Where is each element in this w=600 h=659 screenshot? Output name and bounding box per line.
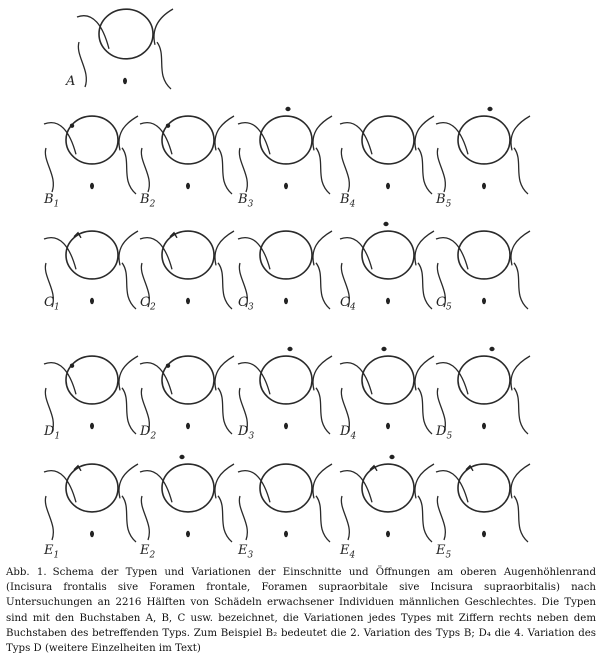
right-lateral-line bbox=[418, 496, 432, 542]
left-lateral-line bbox=[141, 496, 149, 540]
left-brow-line bbox=[140, 238, 172, 270]
label-D1: $D_1$ bbox=[44, 424, 61, 442]
supraorbital-foramen-mark bbox=[489, 347, 494, 351]
label-C5: $C_5$ bbox=[436, 295, 452, 313]
supraorbital-foramen-mark bbox=[381, 347, 386, 351]
infraorbital-foramen-mark bbox=[186, 183, 190, 189]
left-lateral-line bbox=[45, 496, 53, 540]
frontal-notch-mark bbox=[70, 124, 74, 128]
frontal-notch-mark bbox=[166, 364, 170, 368]
orbit-panel-E2 bbox=[140, 455, 234, 542]
left-brow-line bbox=[140, 471, 172, 503]
left-lateral-line bbox=[239, 496, 247, 540]
supraorbital-foramen-mark bbox=[179, 455, 184, 459]
infraorbital-foramen-mark bbox=[90, 423, 94, 429]
supraorbital-foramen-mark bbox=[487, 107, 492, 111]
right-lateral-line bbox=[316, 496, 330, 542]
frontal-notch-mark bbox=[166, 124, 170, 128]
right-lateral-line bbox=[122, 263, 136, 309]
right-lateral-line bbox=[316, 388, 330, 434]
left-brow-line bbox=[436, 471, 468, 503]
orbit-outline bbox=[362, 356, 414, 404]
infraorbital-foramen-mark bbox=[284, 423, 288, 429]
orbit-panel-D1 bbox=[44, 356, 138, 434]
orbit-panel-E1 bbox=[44, 464, 138, 542]
infraorbital-foramen-mark bbox=[386, 531, 390, 537]
label-E3: $E_3$ bbox=[238, 543, 254, 561]
left-brow-line bbox=[340, 238, 372, 270]
orbit-outline bbox=[362, 231, 414, 279]
infraorbital-foramen-mark bbox=[90, 298, 94, 304]
right-lateral-line bbox=[514, 388, 528, 434]
infraorbital-foramen-mark bbox=[284, 298, 288, 304]
label-B1: $B_1$ bbox=[44, 192, 60, 210]
right-brow-line bbox=[313, 464, 332, 498]
orbit-panel-E5 bbox=[436, 464, 530, 542]
orbit-outline bbox=[66, 116, 118, 164]
infraorbital-foramen-mark bbox=[386, 183, 390, 189]
infraorbital-foramen-mark bbox=[90, 183, 94, 189]
left-brow-line bbox=[340, 123, 372, 155]
left-brow-line bbox=[44, 471, 76, 503]
right-brow-line bbox=[313, 356, 332, 390]
right-lateral-line bbox=[122, 496, 136, 542]
label-E4: $E_4$ bbox=[340, 543, 356, 561]
right-brow-line bbox=[119, 356, 138, 390]
left-brow-line bbox=[44, 238, 76, 270]
left-lateral-line bbox=[239, 148, 247, 192]
caption-text: Schema der Typen und Variationen der Einschnitte und Öffnungen am oberen Augenhöhlenrand (Incisura frontalis sive Foramen frontale, Foramen supraorbitale sive Incisura supraorbitalis) nach Untersuchungen an 2216 Hälften von Schädeln erwachsener Individuen männlichen Geschlechtes. Die Typen sind mit den Buchstaben A, B, C usw. bezeichnet, die Variationen jedes Types mit Ziffern rechts neben dem Buchstaben des betreffenden Typs. Zum Beispiel B₂ bedeutet die 2. Variation des Typs B; D₄ die 4. Variation des Typs D (weitere Einzelheiten im Text) bbox=[6, 567, 596, 655]
infraorbital-foramen-mark bbox=[482, 298, 486, 304]
infraorbital-foramen-mark bbox=[386, 423, 390, 429]
right-lateral-line bbox=[157, 42, 171, 89]
right-brow-line bbox=[313, 116, 332, 150]
right-brow-line bbox=[511, 231, 530, 265]
right-brow-line bbox=[511, 464, 530, 498]
orbit-outline bbox=[162, 116, 214, 164]
right-brow-line bbox=[119, 231, 138, 265]
left-lateral-line bbox=[437, 148, 445, 192]
label-E1: $E_1$ bbox=[44, 543, 60, 561]
figure-caption bbox=[6, 565, 596, 656]
orbit-outline bbox=[162, 464, 214, 512]
right-lateral-line bbox=[316, 263, 330, 309]
right-brow-line bbox=[511, 356, 530, 390]
orbit-panel-B3 bbox=[238, 107, 332, 194]
orbit-outline bbox=[458, 231, 510, 279]
right-lateral-line bbox=[418, 388, 432, 434]
left-lateral-line bbox=[45, 148, 53, 192]
left-brow-line bbox=[238, 238, 270, 270]
left-brow-line bbox=[340, 363, 372, 395]
right-lateral-line bbox=[122, 388, 136, 434]
supraorbital-foramen-mark bbox=[287, 347, 292, 351]
right-brow-line bbox=[415, 464, 434, 498]
orbit-outline bbox=[162, 231, 214, 279]
orbit-outline bbox=[66, 231, 118, 279]
label-B5: $B_5$ bbox=[436, 192, 452, 210]
orbit-panel-B4 bbox=[340, 116, 434, 194]
orbit-outline bbox=[458, 116, 510, 164]
infraorbital-foramen-mark bbox=[482, 531, 486, 537]
left-lateral-line bbox=[437, 496, 445, 540]
label-E2: $E_2$ bbox=[140, 543, 156, 561]
left-lateral-line bbox=[341, 148, 349, 192]
infraorbital-foramen-mark bbox=[386, 298, 390, 304]
infraorbital-foramen-mark bbox=[482, 423, 486, 429]
right-lateral-line bbox=[316, 148, 330, 194]
orbit-panel-E3 bbox=[238, 464, 332, 542]
left-brow-line bbox=[436, 123, 468, 155]
orbit-outline bbox=[66, 464, 118, 512]
orbit-outline bbox=[362, 116, 414, 164]
label-B4: $B_4$ bbox=[340, 192, 356, 210]
left-brow-line bbox=[340, 471, 372, 503]
infraorbital-foramen-mark bbox=[482, 183, 486, 189]
right-brow-line bbox=[215, 116, 234, 150]
label-B3: $B_3$ bbox=[238, 192, 254, 210]
right-lateral-line bbox=[514, 496, 528, 542]
left-brow-line bbox=[238, 471, 270, 503]
orbit-outline bbox=[162, 356, 214, 404]
right-lateral-line bbox=[218, 496, 232, 542]
label-C2: $C_2$ bbox=[140, 295, 156, 313]
orbit-outline bbox=[260, 116, 312, 164]
label-C4: $C_4$ bbox=[340, 295, 356, 313]
right-lateral-line bbox=[122, 148, 136, 194]
supraorbital-foramen-mark bbox=[285, 107, 290, 111]
orbit-outline bbox=[362, 464, 414, 512]
left-brow-line bbox=[238, 363, 270, 395]
right-brow-line bbox=[119, 116, 138, 150]
orbit-panel-D4 bbox=[340, 347, 434, 434]
infraorbital-foramen-mark bbox=[90, 531, 94, 537]
orbit-outline bbox=[260, 231, 312, 279]
left-brow-line bbox=[436, 363, 468, 395]
label-D2: $D_2$ bbox=[140, 424, 157, 442]
left-lateral-line bbox=[341, 496, 349, 540]
orbit-panel-E4 bbox=[340, 455, 434, 542]
orbit-outline bbox=[260, 356, 312, 404]
right-lateral-line bbox=[514, 263, 528, 309]
infraorbital-foramen-mark bbox=[123, 78, 127, 84]
orbit-panel-D2 bbox=[140, 356, 234, 434]
frontal-notch-mark bbox=[70, 364, 74, 368]
orbit-outline bbox=[260, 464, 312, 512]
label-D3: $D_3$ bbox=[238, 424, 255, 442]
orbit-outline bbox=[99, 9, 153, 59]
label-C1: $C_1$ bbox=[44, 295, 60, 313]
orbit-panel-B1 bbox=[44, 116, 138, 194]
label-D5: $D_5$ bbox=[436, 424, 453, 442]
left-lateral-line bbox=[141, 148, 149, 192]
label-A: A bbox=[66, 74, 76, 89]
left-brow-line bbox=[238, 123, 270, 155]
orbit-panel-A bbox=[77, 9, 173, 89]
right-brow-line bbox=[415, 356, 434, 390]
label-C3: $C_3$ bbox=[238, 295, 254, 313]
orbit-panel-D5 bbox=[436, 347, 530, 434]
right-brow-line bbox=[415, 231, 434, 265]
left-lateral-line bbox=[78, 42, 86, 87]
infraorbital-foramen-mark bbox=[186, 423, 190, 429]
right-brow-line bbox=[215, 356, 234, 390]
infraorbital-foramen-mark bbox=[186, 298, 190, 304]
right-lateral-line bbox=[218, 148, 232, 194]
right-brow-line bbox=[215, 231, 234, 265]
caption-lead: Abb. 1. bbox=[6, 567, 47, 578]
right-brow-line bbox=[119, 464, 138, 498]
right-lateral-line bbox=[418, 263, 432, 309]
right-lateral-line bbox=[514, 148, 528, 194]
orbit-panel-D3 bbox=[238, 347, 332, 434]
label-B2: $B_2$ bbox=[140, 192, 156, 210]
right-brow-line bbox=[415, 116, 434, 150]
label-D4: $D_4$ bbox=[340, 424, 357, 442]
orbit-panel-B2 bbox=[140, 116, 234, 194]
infraorbital-foramen-mark bbox=[186, 531, 190, 537]
right-lateral-line bbox=[418, 148, 432, 194]
right-brow-line bbox=[215, 464, 234, 498]
supraorbital-foramen-mark bbox=[389, 455, 394, 459]
infraorbital-foramen-mark bbox=[284, 531, 288, 537]
right-brow-line bbox=[511, 116, 530, 150]
label-E5: $E_5$ bbox=[436, 543, 452, 561]
left-brow-line bbox=[77, 16, 109, 49]
right-brow-line bbox=[154, 9, 173, 45]
right-lateral-line bbox=[218, 388, 232, 434]
right-brow-line bbox=[313, 231, 332, 265]
infraorbital-foramen-mark bbox=[284, 183, 288, 189]
orbit-outline bbox=[458, 464, 510, 512]
right-lateral-line bbox=[218, 263, 232, 309]
supraorbital-foramen-mark bbox=[383, 222, 388, 226]
orbit-panel-B5 bbox=[436, 107, 530, 194]
orbit-outline bbox=[458, 356, 510, 404]
left-brow-line bbox=[436, 238, 468, 270]
orbit-outline bbox=[66, 356, 118, 404]
